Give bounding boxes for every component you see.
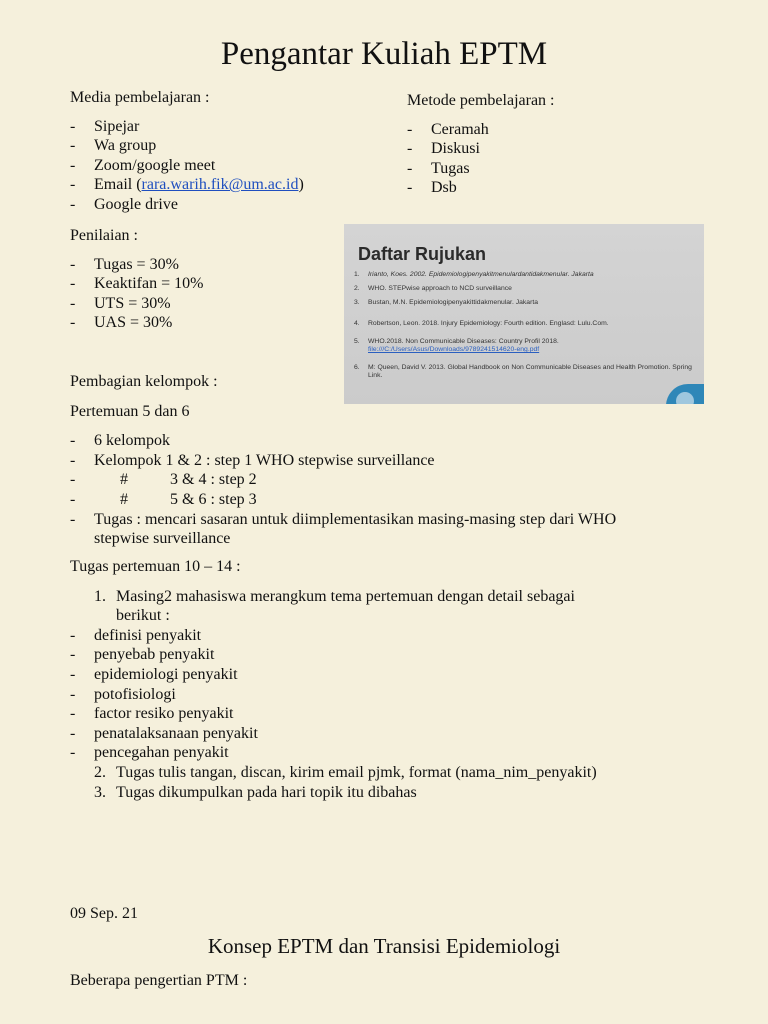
list-item: 2. Tugas tulis tangan, discan, kirim email pjmk, format (nama_nim_penyakit) — [94, 763, 597, 781]
metode-section — [407, 91, 707, 198]
list-item: - Kelompok 1 & 2 : step 1 WHO stepwise surveillance — [70, 451, 730, 471]
email-link[interactable]: rara.warih.fik@um.ac.id — [141, 176, 299, 194]
tugas-list-1 — [94, 587, 730, 626]
list-item: - UTS = 30% — [70, 294, 330, 314]
metode-heading: Metode pembelajaran : — [407, 92, 555, 109]
list-item: - Dsb — [407, 178, 707, 198]
list-item: 3. Tugas dikumpulkan pada hari topik itu dibahas — [94, 783, 417, 801]
kelompok-section — [70, 372, 730, 549]
reference-item: 6. M: Queen, David V. 2013. Global Handbook on Non Communicable Diseases and Health Promotion. Spring Link. — [354, 364, 692, 380]
tugas-section — [70, 557, 730, 802]
list-item: - Tugas : mencari sasaran untuk diimplementasikan masing-masing step dari WHO stepwise surveillance — [70, 510, 730, 549]
list-item: - penatalaksanaan penyakit — [70, 724, 730, 744]
list-item-email: - Email (rara.warih.fik@um.ac.id) — [70, 175, 390, 195]
penilaian-section — [70, 226, 330, 333]
media-heading: Media pembelajaran : — [70, 89, 210, 106]
media-section — [70, 88, 390, 215]
list-item: - Sipejar — [70, 117, 390, 137]
list-item: - 6 kelompok — [70, 431, 730, 451]
reference-item: 4. Robertson, Leon. 2018. Injury Epidemiology: Fourth edition. Englasd: Lulu.Com. — [354, 319, 609, 327]
kelompok-list — [70, 431, 730, 549]
section-title: Konsep EPTM dan Transisi Epidemiologi — [207, 934, 561, 958]
list-item: - Tugas = 30% — [70, 255, 330, 275]
tugas-heading: Tugas pertemuan 10 – 14 : — [70, 558, 241, 575]
reference-title: Daftar Rujukan — [358, 244, 487, 264]
reference-item: 2. WHO. STEPwise approach to NCD surveillance — [354, 285, 512, 293]
list-item: - Diskusi — [407, 139, 707, 159]
reference-file-link[interactable]: file:///C:/Users/Asus/Downloads/9789241514620-eng.pdf — [368, 346, 540, 354]
list-item: - UAS = 30% — [70, 313, 330, 333]
list-item: - epidemiologi penyakit — [70, 665, 730, 685]
list-item: - Tugas — [407, 159, 707, 179]
penilaian-list — [70, 255, 330, 333]
list-item: - Zoom/google meet — [70, 156, 390, 176]
list-item: - definisi penyakit — [70, 626, 730, 646]
reference-item: 1. Irianto, Koes. 2002. Epidemiologipenyakitmenulardantidakmenular. Jakarta — [354, 271, 594, 278]
list-item: 1. Masing2 mahasiswa merangkum tema pertemuan dengan detail sebagai berikut : — [94, 587, 575, 625]
reference-list — [354, 271, 699, 381]
metode-list — [407, 120, 707, 198]
tugas-detail-list — [70, 626, 730, 763]
kelompok-pertemuan: Pertemuan 5 dan 6 — [70, 402, 190, 420]
list-item: - # 5 & 6 : step 3 — [70, 490, 730, 510]
reference-item: 5. WHO.2018. Non Communicable Diseases: Country Profil 2018. file:///C:/Users/Asus/Downloads/9789241514620-eng.pdf — [354, 337, 559, 354]
list-item: - Ceramah — [407, 120, 707, 140]
list-item: - penyebab penyakit — [70, 645, 730, 665]
list-item: - Keaktifan = 10% — [70, 274, 330, 294]
list-item: - # 3 & 4 : step 2 — [70, 470, 730, 490]
page-title: Pengantar Kuliah EPTM — [220, 36, 548, 72]
list-item: - Google drive — [70, 195, 390, 215]
penilaian-heading: Penilaian : — [70, 227, 138, 244]
list-item: - potofisiologi — [70, 685, 730, 705]
tugas-list-2 — [94, 763, 730, 802]
kelompok-heading: Pembagian kelompok : — [70, 373, 218, 390]
list-item: - Wa group — [70, 136, 390, 156]
media-list — [70, 117, 390, 215]
reference-item: 3. Bustan, M.N. Epidemiologipenyakittidakmenular. Jakarta — [354, 299, 539, 307]
pengertian-heading: Beberapa pengertian PTM : — [70, 972, 248, 989]
date-text: 09 Sep. 21 — [70, 905, 138, 922]
list-item: - pencegahan penyakit — [70, 743, 730, 763]
list-item: - factor resiko penyakit — [70, 704, 730, 724]
